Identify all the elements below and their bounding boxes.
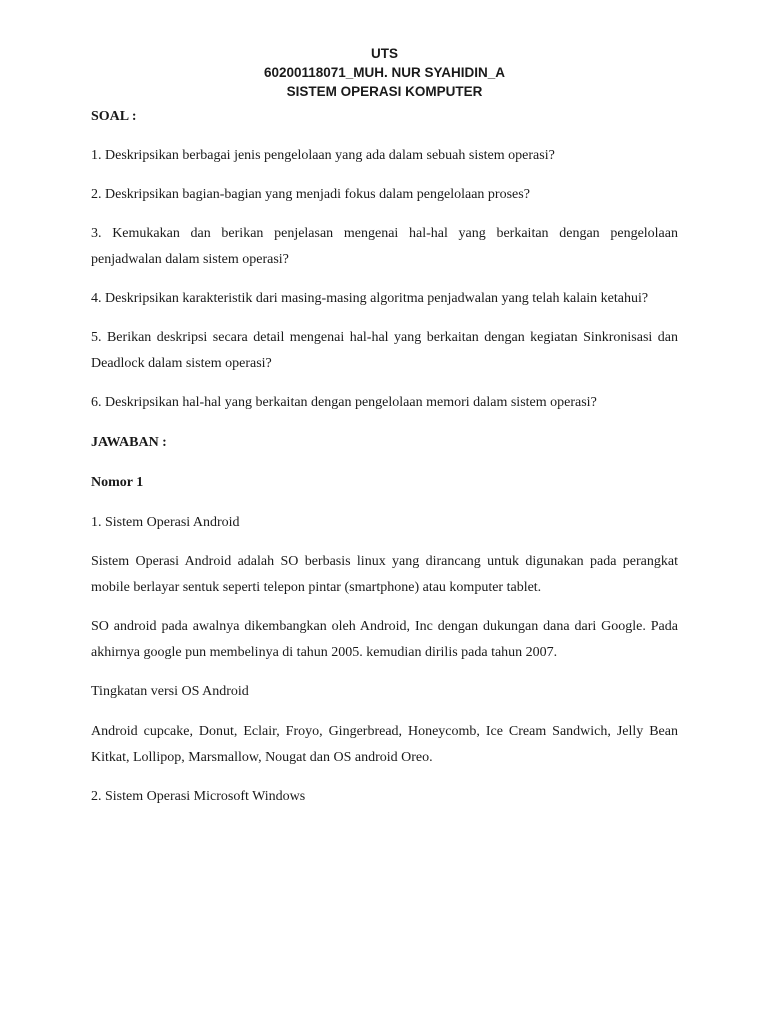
document-header: [91, 44, 678, 101]
jawaban-paragraph-1: 1. Sistem Operasi Android: [91, 515, 240, 530]
soal-item-6: 6. Deskripsikan hal-hal yang berkaitan dengan pengelolaan memori dalam sistem operasi?: [91, 395, 597, 410]
jawaban-heading: JAWABAN :: [91, 435, 167, 450]
jawaban-paragraph-4: Tingkatan versi OS Android: [91, 684, 249, 699]
header-student-id: 60200118071_MUH. NUR SYAHIDIN_A: [263, 65, 506, 80]
document-page: [91, 44, 678, 810]
soal-item-5: 5. Berikan deskripsi secara detail mengenai hal-hal yang berkaitan dengan kegiatan Sinkronisasi dan Deadlock dalam sistem operasi?: [91, 330, 678, 371]
soal-item-1: 1. Deskripsikan berbagai jenis pengelolaan yang ada dalam sebuah sistem operasi?: [91, 148, 555, 163]
jawaban-paragraph-2: Sistem Operasi Android adalah SO berbasis linux yang dirancang untuk digunakan pada perangkat mobile berlayar sentuk seperti telepon pintar (smartphone) atau komputer tablet.: [91, 554, 678, 595]
header-course-title: SISTEM OPERASI KOMPUTER: [286, 84, 483, 99]
soal-heading: SOAL :: [91, 109, 137, 124]
jawaban-paragraph-5: Android cupcake, Donut, Eclair, Froyo, Gingerbread, Honeycomb, Ice Cream Sandwich, Jelly Bean Kitkat, Lollipop, Marsmallow, Nougat dan OS android Oreo.: [91, 724, 678, 765]
soal-item-3: 3. Kemukakan dan berikan penjelasan mengenai hal-hal yang berkaitan dengan pengelolaan penjadwalan dalam sistem operasi?: [91, 226, 678, 267]
nomor-heading: Nomor 1: [91, 475, 144, 490]
jawaban-paragraph-3: SO android pada awalnya dikembangkan oleh Android, Inc dengan dukungan dana dari Google. Pada akhirnya google pun membelinya di tahun 2005. kemudian dirilis pada tahun 2007.: [91, 619, 678, 660]
header-exam-title: UTS: [371, 46, 398, 61]
jawaban-paragraph-6: 2. Sistem Operasi Microsoft Windows: [91, 789, 306, 804]
soal-item-2: 2. Deskripsikan bagian-bagian yang menjadi fokus dalam pengelolaan proses?: [91, 187, 530, 202]
soal-item-4: 4. Deskripsikan karakteristik dari masing-masing algoritma penjadwalan yang telah kalain ketahui?: [91, 291, 649, 306]
